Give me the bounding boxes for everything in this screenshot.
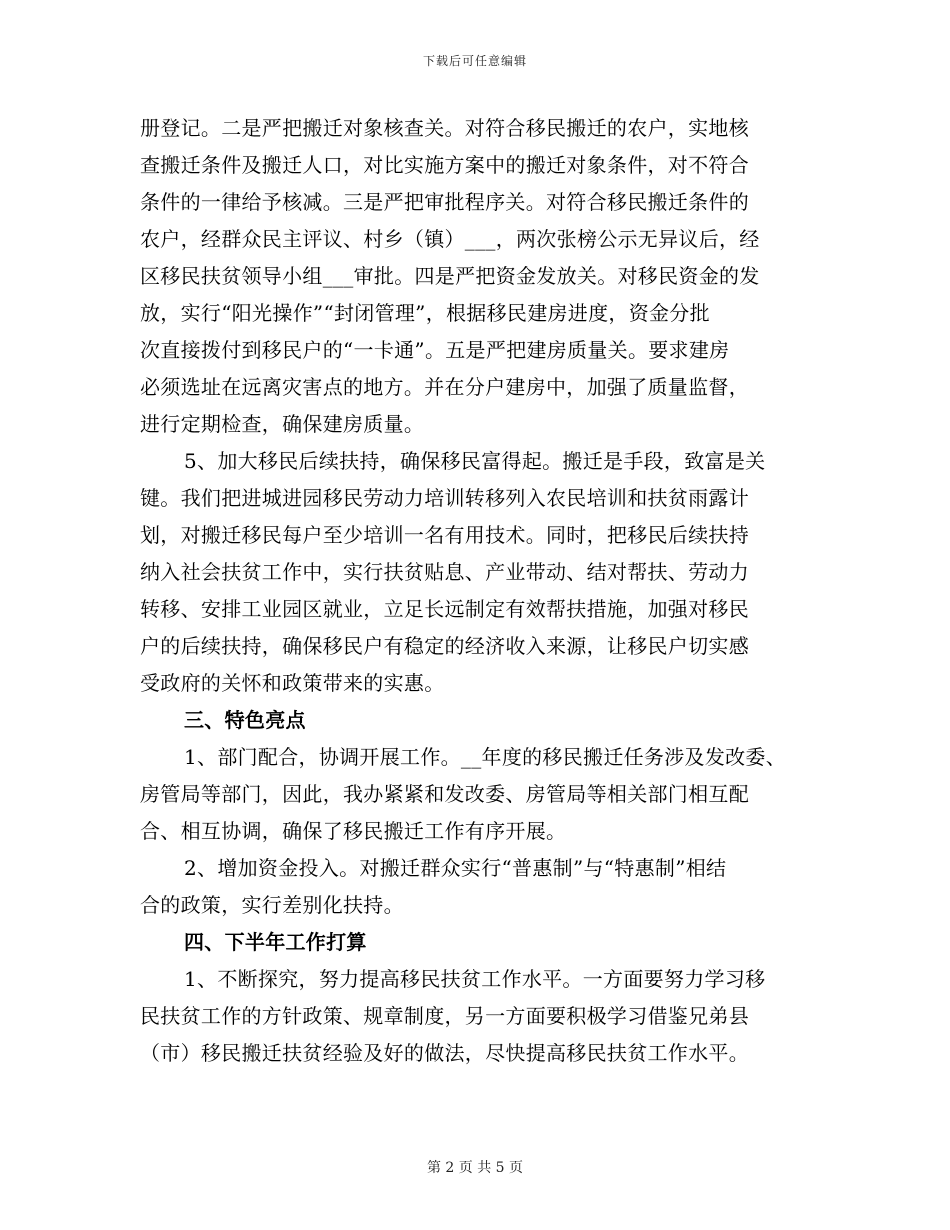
section-heading: 四、下半年工作打算: [184, 930, 367, 954]
body-text-line: 受政府的关怀和政策带来的实惠。: [140, 671, 445, 695]
body-text-line: 农户，经群众民主评议、村乡（镇）___，两次张榜公示无异议后，经: [140, 227, 760, 251]
body-text-line: 键。我们把进城进园移民劳动力培训转移列入农民培训和扶贫雨露计: [140, 486, 749, 510]
body-text-line: 查搬迁条件及搬迁人口，对比实施方案中的搬迁对象条件，对不符合: [140, 153, 749, 177]
body-text-line: （市）移民搬迁扶贫经验及好的做法，尽快提高移民扶贫工作水平。: [140, 1041, 749, 1065]
body-text-line: 必须选址在远离灾害点的地方。并在分户建房中，加强了质量监督，: [140, 375, 749, 399]
body-text-line: 2、增加资金投入。对搬迁群众实行“普惠制”与“特惠制”相结: [184, 856, 727, 880]
page-header: 下载后可任意编辑: [422, 54, 527, 68]
body-text-line: 册登记。二是严把搬迁对象核查关。对符合移民搬迁的农户，实地核: [140, 116, 749, 140]
page-footer-page-number: 第 2 页 共 5 页: [426, 1160, 524, 1176]
body-text-line: 转移、安排工业园区就业，立足长远制定有效帮扶措施，加强对移民: [140, 597, 749, 621]
body-text-line: 放，实行“阳光操作”“封闭管理”，根据移民建房进度，资金分批: [140, 301, 710, 325]
document-body: [140, 110, 830, 1072]
body-text-line: 条件的一律给予核减。三是严把审批程序关。对符合移民搬迁条件的: [140, 190, 749, 214]
body-text-line: 合、相互协调，确保了移民搬迁工作有序开展。: [140, 819, 567, 843]
body-text-line: 民扶贫工作的方针政策、规章制度，另一方面要积极学习借鉴兄弟县: [140, 1004, 749, 1028]
body-text-line: 1、不断探究，努力提高移民扶贫工作水平。一方面要努力学习移: [184, 967, 766, 991]
body-text-line: 合的政策，实行差别化扶持。: [140, 893, 404, 917]
body-text-line: 划，对搬迁移民每户至少培训一名有用技术。同时，把移民后续扶持: [140, 523, 749, 547]
body-text-line: 户的后续扶持，确保移民户有稳定的经济收入来源，让移民户切实感: [140, 634, 749, 658]
body-text-line: 进行定期检查，确保建房质量。: [140, 412, 425, 436]
body-text-line: 次直接拨付到移民户的“一卡通”。五是严把建房质量关。要求建房: [140, 338, 730, 362]
body-text-line: 1、部门配合，协调开展工作。__年度的移民搬迁任务涉及发改委、: [184, 745, 787, 769]
body-text-line: 区移民扶贫领导小组___审批。四是严把资金发放关。对移民资金的发: [140, 264, 760, 288]
body-text-line: 房管局等部门，因此，我办紧紧和发改委、房管局等相关部门相互配: [140, 782, 749, 806]
body-text-line: 5、加大移民后续扶持，确保移民富得起。搬迁是手段，致富是关: [184, 449, 766, 473]
body-text-line: 纳入社会扶贫工作中，实行扶贫贴息、产业带动、结对帮扶、劳动力: [140, 560, 749, 584]
section-heading: 三、特色亮点: [184, 708, 306, 732]
